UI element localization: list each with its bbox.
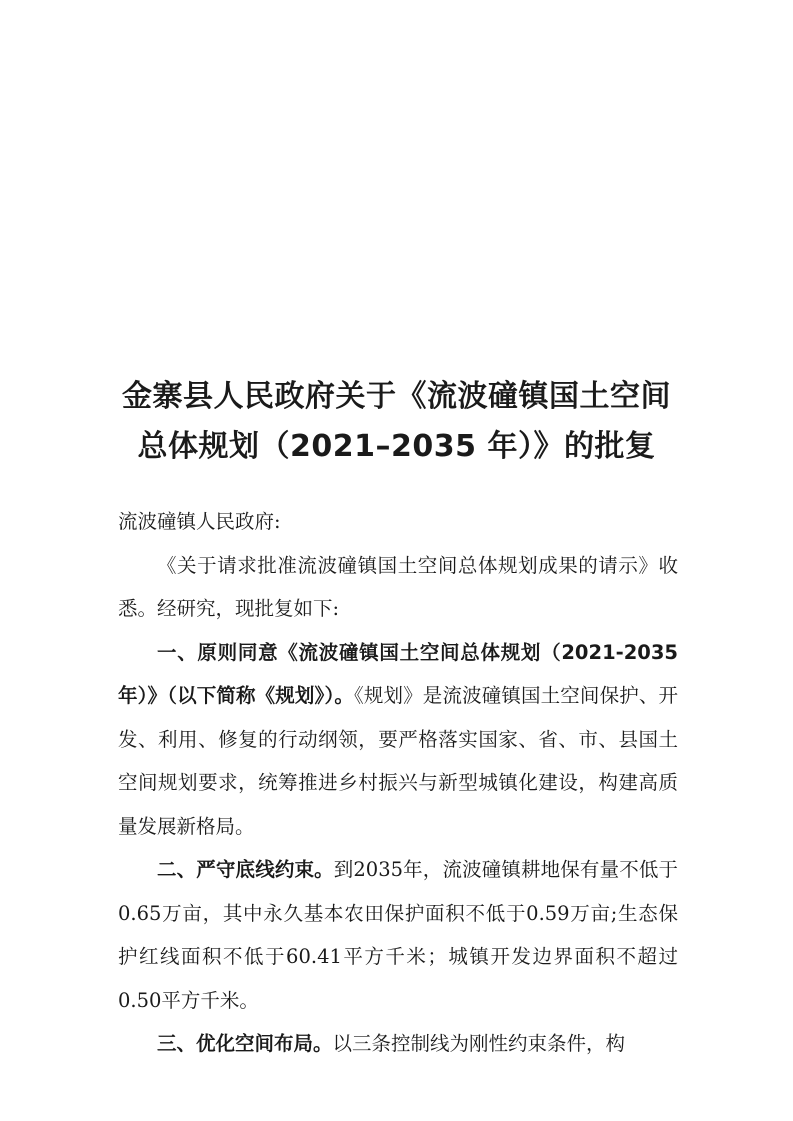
document-title [100, 372, 693, 472]
section-3-paragraph [118, 1022, 678, 1066]
section-1-heading: 一、原则同意《流波䃥镇国土空间总体规划（2021-2035年）》（以下简称《规划》）。 [118, 640, 678, 707]
title-line-1: 金寨县人民政府关于《流波䃥镇国土空间 [122, 379, 671, 414]
title-line-2: 总体规划（2021–2035 年）》的批复 [137, 429, 656, 464]
document-body [118, 500, 678, 1066]
section-1-paragraph [118, 631, 678, 849]
intro-paragraph: 《关于请求批准流波䃥镇国土空间总体规划成果的请示》收悉。经研究，现批复如下: [118, 553, 678, 620]
section-3-heading: 三、优化空间布局。 [157, 1032, 333, 1055]
section-2-text: 到2035年，流波䃥镇耕地保有量不低于0.65万亩，其中永久基本农田保护面积不低于0.59万亩;生态保护红线面积不低于60.41平方千米；城镇开发边界面积不超过0.50平方千米。 [118, 858, 678, 1012]
section-2-paragraph [118, 848, 678, 1022]
section-1-text: 《规划》是流波䃥镇国土空间保护、开发、利用、修复的行动纲领，要严格落实国家、省、市、县国土空间规划要求，统筹推进乡村振兴与新型城镇化建设，构建高质量发展新格局。 [118, 684, 678, 838]
section-2-heading: 二、严守底线约束。 [157, 858, 334, 881]
section-3-text: 以三条控制线为刚性约束条件，构 [332, 1032, 626, 1055]
salutation: 流波䃥镇人民政府: [118, 510, 281, 533]
